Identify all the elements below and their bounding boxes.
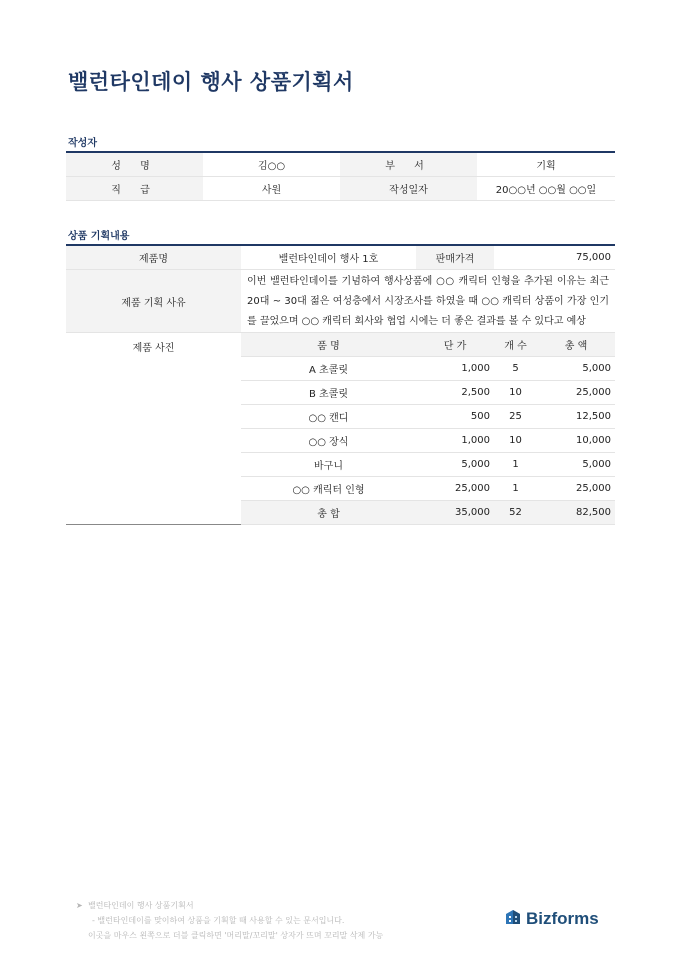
item-unit: 5,000: [416, 453, 494, 477]
footer-note[interactable]: [76, 898, 383, 943]
reason-label: 제품 기획 사유: [66, 270, 241, 333]
name-value: 김○○: [203, 152, 340, 177]
sum-unit: 35,000: [416, 501, 494, 525]
author-table: [66, 151, 615, 201]
author-row: [66, 177, 615, 201]
item-name: 바구니: [241, 453, 416, 477]
item-qty: 1: [494, 453, 537, 477]
item-unit: 1,000: [416, 357, 494, 381]
item-qty: 10: [494, 381, 537, 405]
footer-line-3: 이곳을 마우스 왼쪽으로 더블 클릭하면 '머리말/꼬리말' 상자가 뜨며 꼬리말 삭제 가능: [88, 931, 384, 940]
document-title: 밸런타인데이 행사 상품기획서: [68, 70, 354, 94]
product-name-label: 제품명: [66, 245, 241, 270]
arrow-bullet-icon: ➤: [76, 901, 83, 910]
price-label: 판매가격: [416, 245, 494, 270]
item-total: 5,000: [537, 453, 615, 477]
item-unit: 2,500: [416, 381, 494, 405]
rank-label: 직 급: [66, 177, 203, 201]
item-unit: 25,000: [416, 477, 494, 501]
item-qty: 25: [494, 405, 537, 429]
item-unit: 500: [416, 405, 494, 429]
reason-text: 이번 밸런타인데이를 기념하여 행사상품에 ○○ 캐릭터 인형을 추가된 이유는 최근 20대 ~ 30대 젊은 여성층에서 시장조사를 하였을 때 ○○ 캐릭터 상품이 가장 인기를 끌었으며 ○○ 캐릭터 회사와 협업 시에는 더 좋은 결과를 볼 수 있다고 예상: [241, 270, 615, 333]
item-total: 25,000: [537, 381, 615, 405]
item-name: ○○ 캐릭터 인형: [241, 477, 416, 501]
reason-row: [66, 270, 615, 333]
photo-label: 제품 사진: [132, 343, 175, 354]
item-total: 25,000: [537, 477, 615, 501]
item-total: 12,500: [537, 405, 615, 429]
rank-value: 사원: [203, 177, 340, 201]
item-name: ○○ 캔디: [241, 405, 416, 429]
name-label: 성 명: [66, 152, 203, 177]
department-value: 기획: [477, 152, 615, 177]
footer-line-1: 밸런타인데이 행사 상품기획서: [88, 901, 194, 910]
item-total: 5,000: [537, 357, 615, 381]
photo-label-cell: [66, 333, 241, 525]
plan-table: [66, 244, 615, 525]
price-value: 75,000: [494, 245, 615, 270]
sum-total: 82,500: [537, 501, 615, 525]
date-value: 20○○년 ○○월 ○○일: [477, 177, 615, 201]
item-unit: 1,000: [416, 429, 494, 453]
item-qty: 1: [494, 477, 537, 501]
product-name-row: [66, 245, 615, 270]
author-section-label: 작성자: [68, 138, 97, 149]
sum-qty: 52: [494, 501, 537, 525]
logo-text: Bizforms: [526, 909, 599, 928]
col-header-qty: 개 수: [494, 333, 537, 357]
sum-label: 총 합: [241, 501, 416, 525]
item-name: B 초콜릿: [241, 381, 416, 405]
product-name-value: 밸런타인데이 행사 1호: [241, 245, 416, 270]
col-header-name: 품 명: [241, 333, 416, 357]
plan-section-label: 상품 기획내용: [68, 231, 130, 242]
items-header-row: [66, 333, 615, 357]
footer-line-2: - 밸런타인데이를 맞이하여 상품을 기획할 때 사용할 수 있는 문서입니다.: [92, 916, 345, 925]
department-label: 부 서: [340, 152, 477, 177]
item-qty: 5: [494, 357, 537, 381]
item-total: 10,000: [537, 429, 615, 453]
item-name: ○○ 장식: [241, 429, 416, 453]
bizforms-logo: [504, 908, 599, 930]
date-label: 작성일자: [340, 177, 477, 201]
author-row: [66, 152, 615, 177]
col-header-total: 총 액: [537, 333, 615, 357]
building-icon: [504, 908, 522, 930]
item-qty: 10: [494, 429, 537, 453]
col-header-unit: 단 가: [416, 333, 494, 357]
item-name: A 초콜릿: [241, 357, 416, 381]
